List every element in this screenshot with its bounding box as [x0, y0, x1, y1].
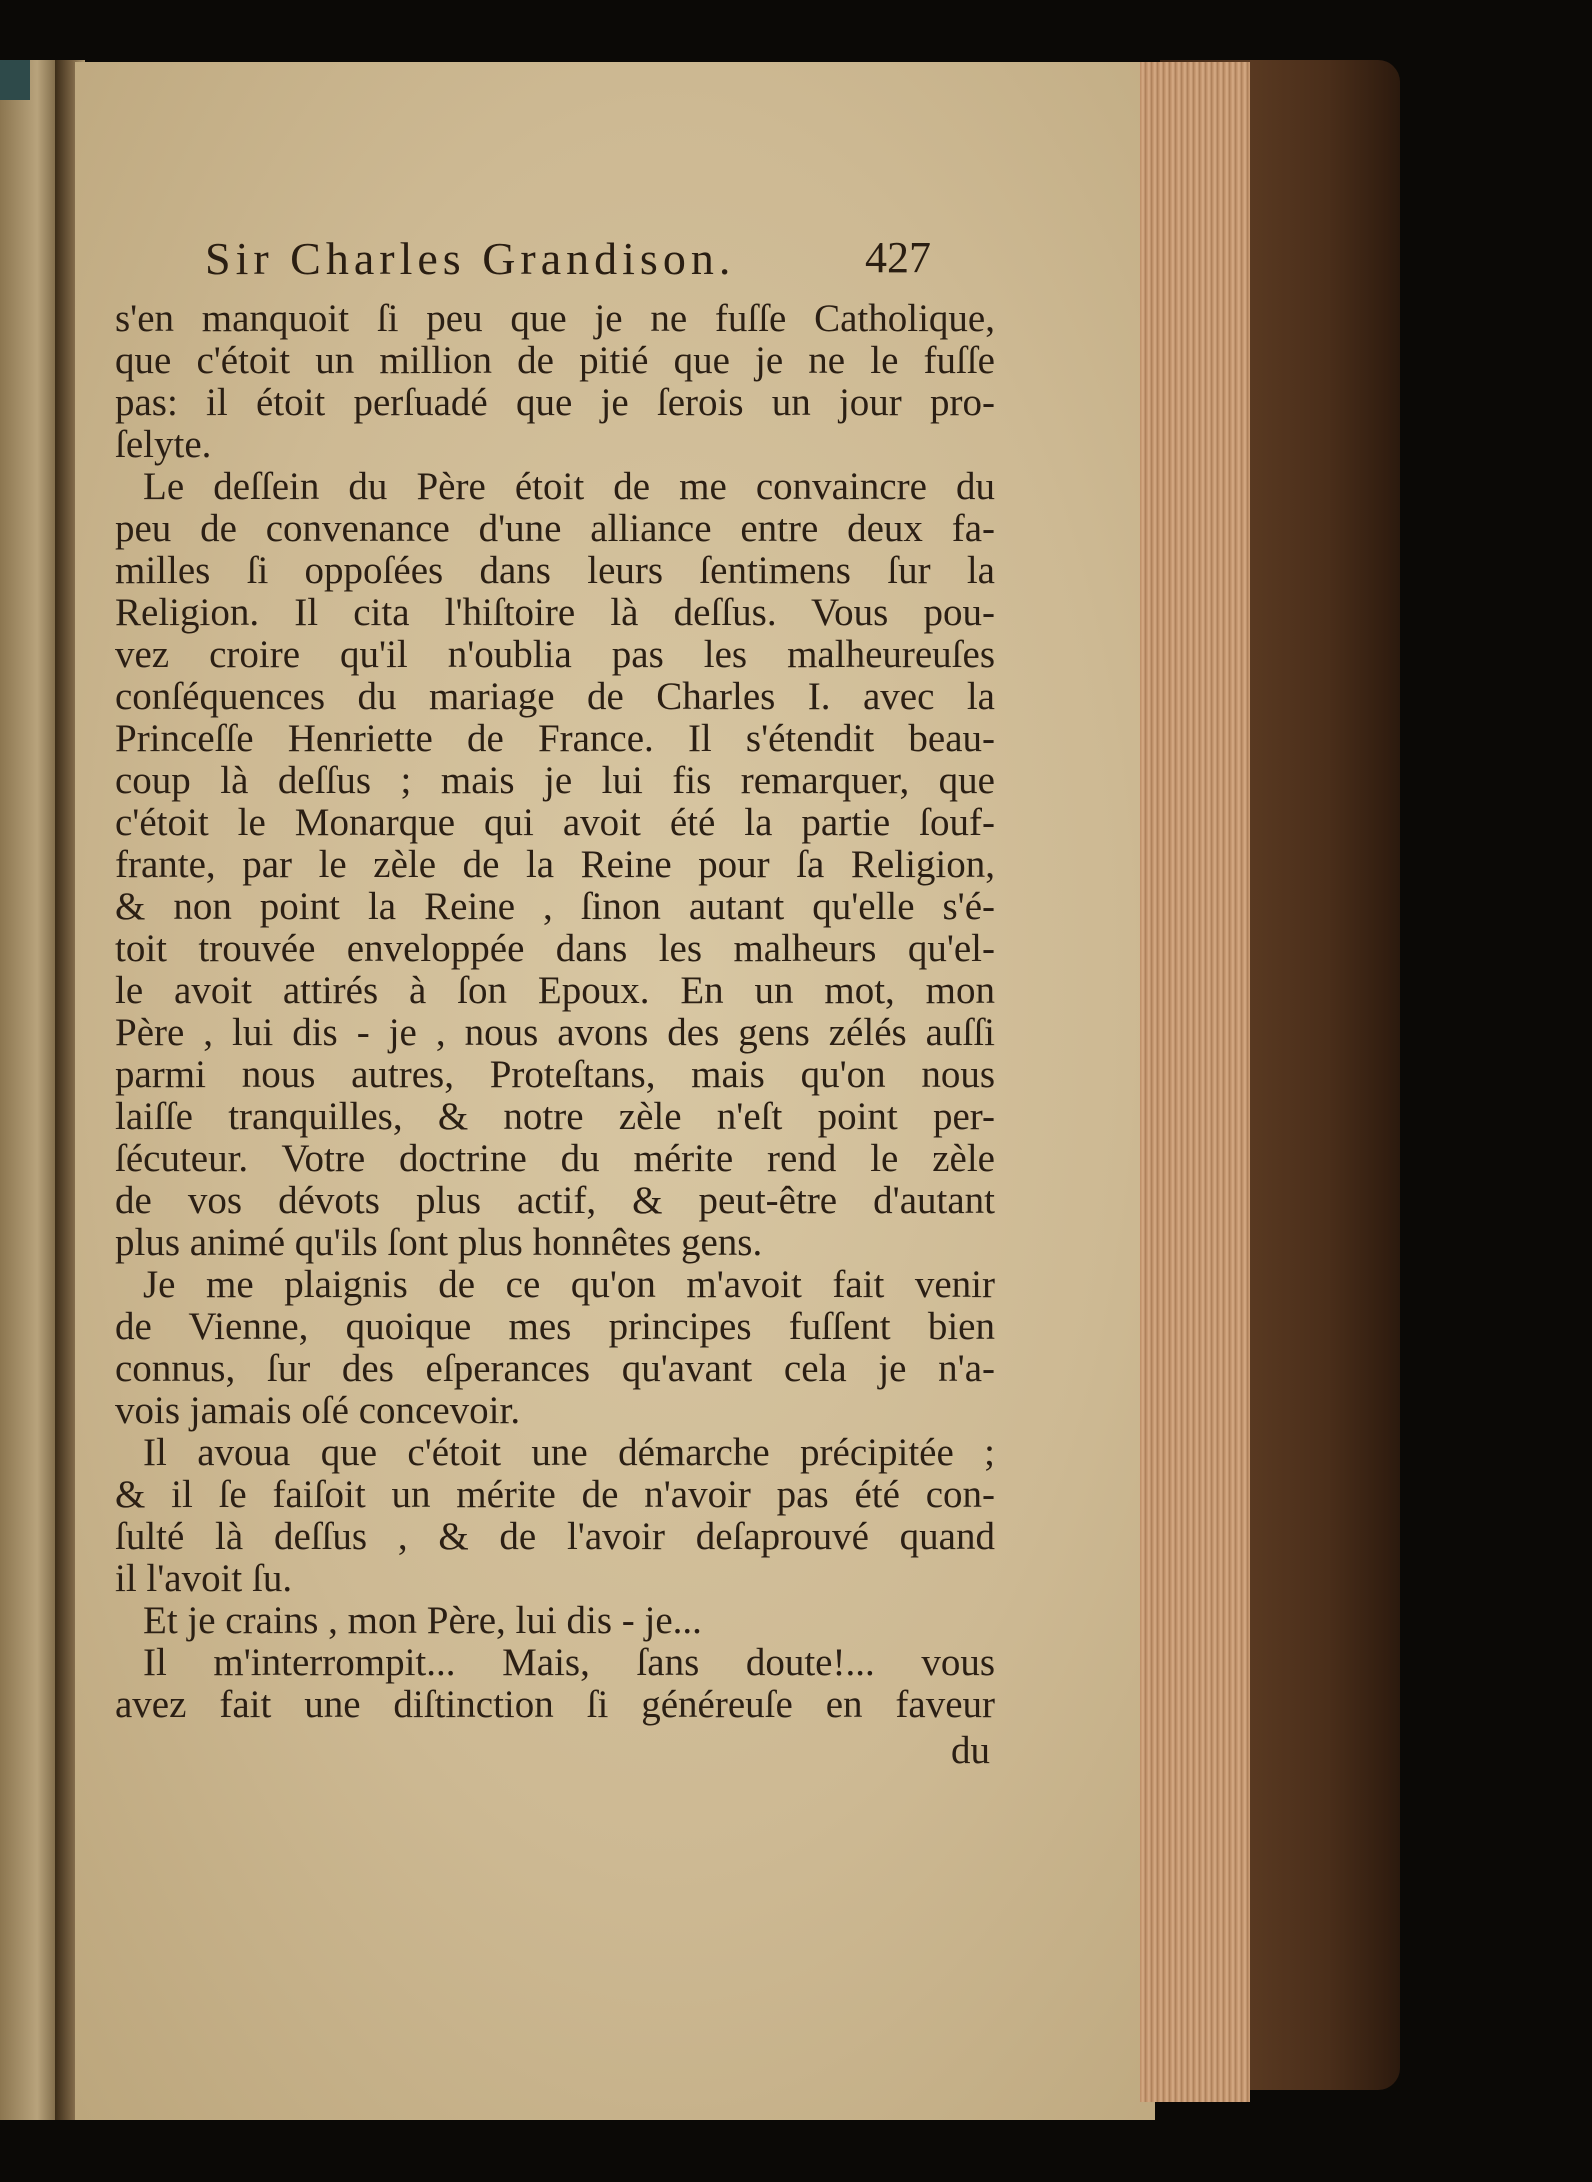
text-line: & il ſe faiſoit un mérite de n'avoir pas été con- — [115, 1473, 995, 1516]
text-line: connus, ſur des eſperances qu'avant cela je n'a- — [115, 1347, 995, 1390]
text-line: vois jamais oſé concevoir. — [115, 1389, 521, 1432]
text-line: ſécuteur. Votre doctrine du mérite rend le zèle — [115, 1137, 995, 1180]
text-line: laiſſe tranquilles, & notre zèle n'eſt point per- — [115, 1095, 995, 1138]
text-line: vez croire qu'il n'oublia pas les malheureuſes — [115, 633, 995, 676]
text-line: plus animé qu'ils ſont plus honnêtes gens. — [115, 1221, 763, 1264]
text-line: Il m'interrompit... Mais, ſans doute!... vous — [143, 1641, 995, 1684]
text-line: milles ſi oppoſées dans leurs ſentimens ſur la — [115, 549, 995, 592]
left-page-edge — [0, 60, 62, 2120]
text-line: Religion. Il cita l'hiſtoire là deſſus. Vous pou- — [115, 591, 995, 634]
text-line: de vos dévots plus actif, & peut-être d'autant — [115, 1179, 995, 1222]
running-head: Sir Charles Grandison. — [205, 233, 736, 284]
text-line: de Vienne, quoique mes principes fuſſent bien — [115, 1305, 995, 1348]
text-line: frante, par le zèle de la Reine pour ſa Religion, — [115, 843, 995, 886]
body-text — [115, 298, 995, 1726]
text-line: il l'avoit ſu. — [115, 1557, 293, 1600]
page-edges — [1140, 62, 1250, 2102]
text-line: que c'étoit un million de pitié que je ne le fuſſe — [115, 339, 995, 382]
text-line: Princeſſe Henriette de France. Il s'étendit beau- — [115, 717, 995, 760]
text-line: le avoit attirés à ſon Epoux. En un mot, mon — [115, 969, 995, 1012]
text-line: ſulté là deſſus , & de l'avoir deſaprouvé quand — [115, 1515, 995, 1558]
text-line: s'en manquoit ſi peu que je ne fuſſe Catholique, — [115, 297, 995, 340]
text-line: Père , lui dis - je , nous avons des gens zélés auſſi — [115, 1011, 995, 1054]
text-line: Et je crains , mon Père, lui dis - je... — [143, 1599, 702, 1642]
left-cover-corner — [0, 60, 30, 100]
text-line: peu de convenance d'une alliance entre deux fa- — [115, 507, 995, 550]
text-line: pas: il étoit perſuadé que je ſerois un jour pro- — [115, 381, 995, 424]
text-line: parmi nous autres, Proteſtans, mais qu'on nous — [115, 1053, 995, 1096]
text-line: conſéquences du mariage de Charles I. avec la — [115, 675, 995, 718]
text-line: coup là deſſus ; mais je lui fis remarquer, que — [115, 759, 995, 802]
text-line: Il avoua que c'étoit une démarche précipitée ; — [143, 1431, 995, 1474]
text-line: toit trouvée enveloppée dans les malheurs qu'el- — [115, 927, 995, 970]
text-line: Le deſſein du Père étoit de me convaincre du — [143, 465, 995, 508]
text-line: Je me plaignis de ce qu'on m'avoit fait venir — [143, 1263, 995, 1306]
page-number: 427 — [865, 233, 931, 282]
text-line: & non point la Reine , ſinon autant qu'elle s'é- — [115, 885, 995, 928]
text-line: c'étoit le Monarque qui avoit été la partie ſouf- — [115, 801, 995, 844]
catchword: du — [951, 1729, 990, 1772]
text-line: avez fait une diſtinction ſi généreuſe en faveur — [115, 1683, 995, 1726]
text-line: ſelyte. — [115, 423, 212, 466]
